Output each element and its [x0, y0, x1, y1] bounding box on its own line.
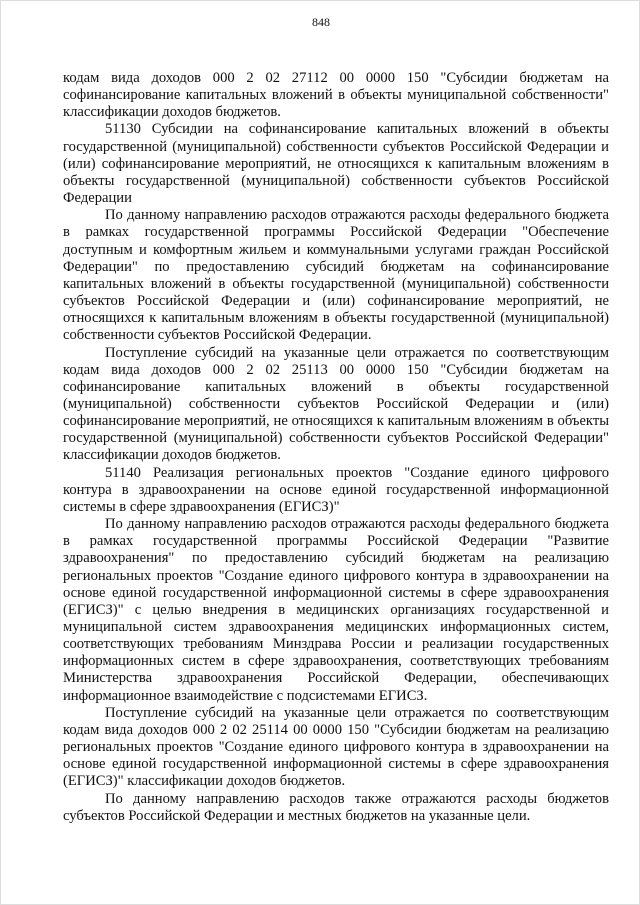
paragraph-continuation: кодам вида доходов 000 2 02 27112 00 0000 150 "Субсидии бюджетам на софинансирование капитальных вложений в объекты муниципальной собственности" классификации доходов бюджетов.: [63, 70, 609, 121]
paragraph-51140-revenue: Поступление субсидий на указанные цели отражается по соответствующим кодам вида доходов 000 2 02 25114 00 0000 150 "Субсидии бюджетам на реализацию региональных проектов "Создание единого цифрового контура в здравоохранении на основе единой государственной информационной системы в сфере здравоохранения (ЕГИСЗ)" классификации доходов бюджетов.: [63, 704, 609, 790]
document-body: [63, 70, 609, 825]
paragraph-51140-also: По данному направлению расходов также отражаются расходы бюджетов субъектов Российской Федерации и местных бюджетов на указанные цели.: [63, 790, 609, 824]
page-number: 848: [312, 15, 330, 29]
paragraph-51130-revenue: Поступление субсидий на указанные цели отражается по соответствующим кодам вида доходов 000 2 02 25113 00 0000 150 "Субсидии бюджетам на софинансирование капитальных вложений в объекты государственной (муниципальной) собственности субъектов Российской Федерации и (или) софинансирование мероприятий, не относящихся к капитальным вложениям в объекты государственной (муниципальной) собственности субъектов Российской Федерации" классификации доходов бюджетов.: [63, 344, 609, 464]
paragraph-51130-heading: 51130 Субсидии на софинансирование капитальных вложений в объекты государственной (муниципальной) собственности субъектов Российской Федерации и (или) софинансирование мероприятий, не относящихся к капитальным вложениям в объекты государственной (муниципальной) собственности субъектов Российской Федерации: [63, 121, 609, 207]
paragraph-51140-description: По данному направлению расходов отражаются расходы федерального бюджета в рамках государственной программы Российской Федерации "Развитие здравоохранения" по предоставлению субсидий бюджетам на реализацию региональных проектов "Создание единого цифрового контура в здравоохранении на основе единой государственной информационной системы в сфере здравоохранения (ЕГИСЗ)" с целью внедрения в медицинских организациях государственной и муниципальной систем здравоохранения медицинских информационных систем, соответствующих требованиям Минздрава России и реализации государственных информационных систем в сфере здравоохранения, соответствующих требованиям Министерства здравоохранения Российской Федерации, обеспечивающих информационное взаимодействие с подсистемами ЕГИСЗ.: [63, 516, 609, 704]
paragraph-51130-description: По данному направлению расходов отражаются расходы федерального бюджета в рамках государственной программы Российской Федерации "Обеспечение доступным и комфортным жильем и коммунальными услугами граждан Российской Федерации" по предоставлению субсидий бюджетам на софинансирование капитальных вложений в объекты государственной (муниципальной) собственности субъектов Российской Федерации и (или) софинансирование мероприятий, не относящихся к капитальным вложениям в объекты государственной (муниципальной) собственности субъектов Российской Федерации.: [63, 207, 609, 344]
paragraph-51140-heading: 51140 Реализация региональных проектов "Создание единого цифрового контура в здравоохранении на основе единой государственной информационной системы в сфере здравоохранения (ЕГИСЗ)": [63, 464, 609, 515]
